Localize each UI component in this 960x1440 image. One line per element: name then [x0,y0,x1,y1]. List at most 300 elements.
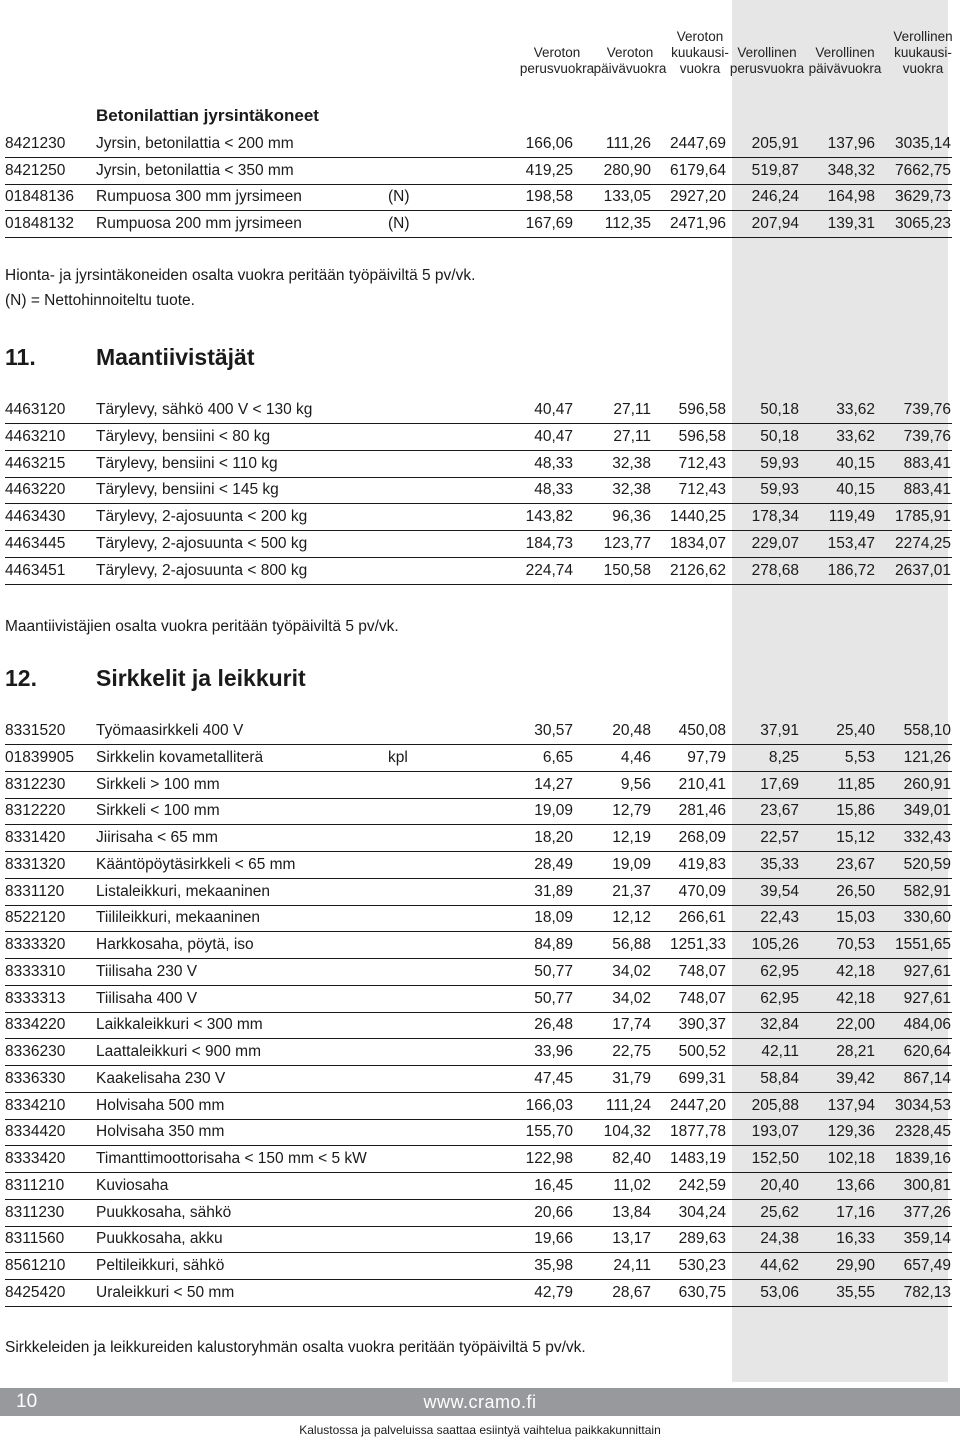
verollinen-perusvuokra: 24,38 [760,1230,799,1248]
product-name: Puukkosaha, akku [96,1230,223,1248]
verollinen-kuukausivuokra: 7662,75 [894,161,951,179]
product-name: Jyrsin, betonilattia < 200 mm [96,135,294,152]
verollinen-paivavuokra: 13,66 [836,1176,875,1194]
veroton-perusvuokra: 26,48 [534,1016,573,1034]
veroton-perusvuokra: 48,33 [534,454,573,472]
product-code: 8334420 [5,1123,66,1141]
verollinen-kuukausivuokra: 620,64 [903,1043,951,1060]
veroton-perusvuokra: 35,98 [534,1257,573,1274]
product-name: Uraleikkuri < 50 mm [96,1283,235,1301]
veroton-paivavuokra: 19,09 [612,855,651,873]
table-row [5,477,952,504]
verollinen-kuukausivuokra: 121,26 [903,748,951,766]
veroton-kuukausivuokra: 2471,96 [669,214,726,232]
table-row [5,451,952,478]
product-code: 8333320 [5,936,66,953]
verollinen-kuukausivuokra: 883,41 [903,454,951,472]
product-name: Rumpuosa 200 mm jyrsimeen [96,214,302,232]
veroton-paivavuokra: 280,90 [603,161,651,179]
product-code: 01848136 [5,188,74,205]
verollinen-paivavuokra: 16,33 [836,1230,875,1248]
product-code: 8334210 [5,1096,66,1114]
section-title-maantiivistajat: Maantiivistäjät [96,344,255,370]
table-row [5,558,952,585]
veroton-paivavuokra: 13,84 [612,1203,651,1221]
verollinen-kuukausivuokra: 1839,16 [894,1150,951,1167]
verollinen-kuukausivuokra: 657,49 [903,1257,951,1274]
table-row [5,1039,952,1066]
product-name: Tiilileikkuri, mekaaninen [96,909,260,927]
veroton-paivavuokra: 34,02 [612,962,651,980]
veroton-kuukausivuokra: 2447,69 [669,135,726,152]
veroton-paivavuokra: 28,67 [612,1283,651,1301]
verollinen-perusvuokra: 53,06 [760,1283,799,1301]
veroton-kuukausivuokra: 281,46 [678,802,726,820]
veroton-perusvuokra: 419,25 [525,161,573,179]
veroton-kuukausivuokra: 268,09 [678,829,726,846]
verollinen-paivavuokra: 25,40 [836,722,875,739]
veroton-perusvuokra: 198,58 [525,188,573,205]
verollinen-paivavuokra: 348,32 [827,161,875,179]
product-name: Rumpuosa 300 mm jyrsimeen [96,188,302,205]
verollinen-paivavuokra: 137,96 [827,135,875,152]
veroton-perusvuokra: 18,09 [534,909,573,927]
table-row [5,1200,952,1227]
product-code: 8421230 [5,135,66,152]
verollinen-kuukausivuokra: 2328,45 [894,1123,951,1141]
header-verollinen-paivavuokra: Verollinen päivävuokra [808,45,882,76]
veroton-kuukausivuokra: 242,59 [678,1176,726,1194]
product-code: 8331520 [5,722,66,739]
veroton-kuukausivuokra: 596,58 [678,401,726,418]
veroton-kuukausivuokra: 2927,20 [669,188,726,205]
section-title-sirkkelit-ja-leikkurit: Sirkkelit ja leikkurit [96,665,306,691]
verollinen-kuukausivuokra: 927,61 [903,989,951,1007]
veroton-perusvuokra: 42,79 [534,1283,573,1301]
veroton-kuukausivuokra: 1440,25 [669,508,726,526]
table-row [5,1012,952,1039]
section-number: 12. [5,665,37,691]
product-code: 8333313 [5,989,66,1007]
veroton-perusvuokra: 166,06 [525,135,573,152]
table-row [5,932,952,959]
veroton-perusvuokra: 6,65 [542,748,573,766]
veroton-kuukausivuokra: 2447,20 [669,1096,726,1114]
verollinen-paivavuokra: 70,53 [836,936,875,953]
veroton-kuukausivuokra: 289,63 [678,1230,726,1248]
verollinen-perusvuokra: 59,93 [760,481,799,499]
verollinen-paivavuokra: 5,53 [844,748,875,766]
veroton-kuukausivuokra: 748,07 [678,962,726,980]
verollinen-kuukausivuokra: 3629,73 [894,188,951,205]
verollinen-perusvuokra: 50,18 [760,427,799,445]
verollinen-paivavuokra: 35,55 [836,1283,875,1301]
veroton-paivavuokra: 34,02 [612,989,651,1007]
verollinen-kuukausivuokra: 3035,14 [894,135,951,152]
table-row [5,424,952,451]
veroton-perusvuokra: 20,66 [534,1203,573,1221]
table-row [5,1093,952,1120]
veroton-perusvuokra: 143,82 [525,508,573,526]
verollinen-kuukausivuokra: 1785,91 [894,508,951,526]
verollinen-perusvuokra: 519,87 [751,161,799,179]
veroton-perusvuokra: 167,69 [525,214,573,232]
product-name: Kuviosaha [96,1176,169,1194]
table-row [5,986,952,1013]
veroton-perusvuokra: 19,66 [534,1230,573,1248]
veroton-perusvuokra: 16,45 [534,1176,573,1194]
verollinen-paivavuokra: 29,90 [836,1257,875,1274]
product-code: 8311210 [5,1176,65,1194]
verollinen-kuukausivuokra: 1551,65 [894,936,951,953]
verollinen-paivavuokra: 153,47 [827,535,875,552]
verollinen-paivavuokra: 42,18 [836,989,875,1007]
verollinen-perusvuokra: 278,68 [751,561,799,579]
veroton-kuukausivuokra: 266,61 [678,909,726,927]
veroton-paivavuokra: 56,88 [612,936,651,953]
veroton-paivavuokra: 12,79 [612,802,651,820]
verollinen-paivavuokra: 39,42 [836,1069,875,1087]
product-code: 01839905 [5,748,74,766]
product-code: 4463220 [5,481,66,499]
veroton-kuukausivuokra: 390,37 [678,1016,726,1034]
product-name: Tärylevy, 2-ajosuunta < 200 kg [96,508,308,526]
section-note: Hionta- ja jyrsintäkoneiden osalta vuokra peritään työpäiviltä 5 pv/vk. [5,267,476,284]
verollinen-perusvuokra: 246,24 [751,188,799,205]
verollinen-kuukausivuokra: 739,76 [903,427,951,445]
product-name: Kaakelisaha 230 V [96,1069,226,1087]
verollinen-paivavuokra: 17,16 [836,1203,875,1221]
veroton-paivavuokra: 12,12 [612,909,651,927]
veroton-perusvuokra: 184,73 [525,535,573,552]
verollinen-paivavuokra: 164,98 [827,188,875,205]
verollinen-kuukausivuokra: 883,41 [903,481,951,499]
verollinen-perusvuokra: 205,91 [751,135,799,152]
veroton-paivavuokra: 82,40 [612,1150,651,1167]
verollinen-kuukausivuokra: 558,10 [903,722,951,739]
veroton-paivavuokra: 31,79 [612,1069,651,1087]
veroton-perusvuokra: 155,70 [525,1123,573,1141]
verollinen-perusvuokra: 22,57 [760,829,799,846]
veroton-perusvuokra: 224,74 [525,561,573,579]
product-code: 8421250 [5,161,66,179]
verollinen-kuukausivuokra: 582,91 [903,882,951,900]
verollinen-kuukausivuokra: 867,14 [903,1069,951,1087]
product-code: 8331420 [5,829,66,846]
veroton-perusvuokra: 84,89 [534,936,573,953]
veroton-kuukausivuokra: 6179,64 [669,161,726,179]
veroton-kuukausivuokra: 470,09 [678,882,726,900]
table-row [5,745,952,772]
product-name: Peltileikkuri, sähkö [96,1257,225,1274]
verollinen-perusvuokra: 59,93 [760,454,799,472]
veroton-kuukausivuokra: 712,43 [678,454,726,472]
verollinen-paivavuokra: 15,12 [836,829,875,846]
verollinen-kuukausivuokra: 330,60 [903,909,951,927]
table-row [5,718,952,745]
table-row [5,772,952,799]
verollinen-paivavuokra: 129,36 [827,1123,875,1141]
verollinen-kuukausivuokra: 2637,01 [894,561,951,579]
verollinen-perusvuokra: 17,69 [760,775,799,793]
veroton-kuukausivuokra: 1483,19 [669,1150,726,1167]
veroton-paivavuokra: 22,75 [612,1043,651,1060]
veroton-kuukausivuokra: 97,79 [687,748,726,766]
veroton-perusvuokra: 40,47 [534,401,573,418]
verollinen-perusvuokra: 25,62 [760,1203,799,1221]
table-row [5,531,952,558]
verollinen-perusvuokra: 42,11 [761,1043,799,1060]
product-name: Timanttimoottorisaha < 150 mm < 5 kW [96,1150,367,1167]
veroton-kuukausivuokra: 699,31 [678,1069,726,1087]
product-name: Sirkkeli < 100 mm [96,802,220,820]
product-code: 4463451 [5,561,66,579]
product-mark: kpl [388,748,408,766]
product-name: Laattaleikkuri < 900 mm [96,1043,261,1060]
verollinen-paivavuokra: 11,85 [837,775,875,793]
table-row [5,1280,952,1307]
product-name: Sirkkeli > 100 mm [96,775,220,793]
verollinen-kuukausivuokra: 484,06 [903,1016,951,1034]
verollinen-paivavuokra: 26,50 [836,882,875,900]
header-veroton-paivavuokra: Veroton päivävuokra [593,45,667,76]
veroton-paivavuokra: 112,35 [604,214,651,232]
table-row [5,959,952,986]
product-mark: (N) [388,188,410,205]
table-row [5,397,952,424]
product-code: 8336330 [5,1069,66,1087]
veroton-paivavuokra: 9,56 [620,775,651,793]
table-row [5,1253,952,1280]
table-row [5,158,952,185]
product-name: Tärylevy, bensiini < 145 kg [96,481,279,499]
section-note: Maantiivistäjien osalta vuokra peritään työpäiviltä 5 pv/vk. [5,618,399,635]
veroton-kuukausivuokra: 419,83 [678,855,726,873]
verollinen-perusvuokra: 22,43 [760,909,799,927]
verollinen-perusvuokra: 37,91 [760,722,799,739]
section-note: (N) = Nettohinnoiteltu tuote. [5,292,195,309]
verollinen-perusvuokra: 178,34 [751,508,799,526]
product-code: 8333310 [5,962,66,980]
veroton-perusvuokra: 50,77 [534,962,573,980]
product-mark: (N) [388,214,410,232]
verollinen-paivavuokra: 137,94 [827,1096,875,1114]
product-name: Tärylevy, bensiini < 80 kg [96,427,271,445]
header-veroton-perusvuokra: Veroton perusvuokra [519,45,595,76]
veroton-perusvuokra: 47,45 [534,1069,573,1087]
product-name: Listaleikkuri, mekaaninen [96,882,271,900]
product-name: Jyrsin, betonilattia < 350 mm [96,161,294,179]
table-row [5,1226,952,1253]
verollinen-kuukausivuokra: 377,26 [903,1203,951,1221]
table-row [5,798,952,825]
veroton-kuukausivuokra: 500,52 [678,1043,726,1060]
product-name: Jiirisaha < 65 mm [96,829,218,846]
verollinen-kuukausivuokra: 300,81 [903,1176,951,1194]
product-code: 8334220 [5,1016,66,1034]
product-code: 8331320 [5,855,66,873]
verollinen-paivavuokra: 22,00 [836,1016,875,1034]
product-code: 4463215 [5,454,66,472]
veroton-kuukausivuokra: 748,07 [678,989,726,1007]
footer-disclaimer: Kalustossa ja palveluissa saattaa esiintyä vaihtelua paikkakunnittain [299,1423,661,1437]
veroton-perusvuokra: 30,57 [534,722,573,739]
product-name: Tiilisaha 400 V [96,989,198,1007]
verollinen-perusvuokra: 44,62 [760,1257,799,1274]
product-name: Puukkosaha, sähkö [96,1203,232,1221]
verollinen-perusvuokra: 62,95 [760,962,799,980]
veroton-perusvuokra: 19,09 [534,802,573,820]
product-name: Kääntöpöytäsirkkeli < 65 mm [96,855,296,873]
product-code: 8522120 [5,909,66,927]
product-code: 8312220 [5,802,66,820]
table-row [5,852,952,879]
product-code: 8561210 [5,1257,66,1274]
verollinen-kuukausivuokra: 260,91 [903,775,951,793]
table-row [5,211,952,238]
veroton-paivavuokra: 20,48 [612,722,651,739]
veroton-paivavuokra: 13,17 [612,1230,651,1248]
product-name: Tärylevy, sähkö 400 V < 130 kg [96,401,313,418]
verollinen-paivavuokra: 28,21 [836,1043,875,1060]
product-name: Tärylevy, 2-ajosuunta < 800 kg [96,561,308,579]
verollinen-paivavuokra: 15,03 [836,909,875,927]
product-name: Tiilisaha 230 V [96,962,198,980]
product-code: 8336230 [5,1043,66,1060]
verollinen-paivavuokra: 15,86 [836,802,875,820]
veroton-paivavuokra: 27,11 [613,427,651,445]
verollinen-kuukausivuokra: 332,43 [903,829,951,846]
veroton-perusvuokra: 50,77 [534,989,573,1007]
veroton-paivavuokra: 4,46 [620,748,651,766]
verollinen-paivavuokra: 42,18 [836,962,875,980]
table-row [5,1119,952,1146]
veroton-perusvuokra: 48,33 [534,481,573,499]
verollinen-paivavuokra: 33,62 [836,427,875,445]
veroton-kuukausivuokra: 450,08 [678,722,726,739]
veroton-paivavuokra: 111,24 [605,1096,651,1114]
veroton-paivavuokra: 17,74 [612,1016,651,1034]
product-code: 8312230 [5,775,66,793]
product-name: Holvisaha 350 mm [96,1123,225,1141]
product-code: 8331120 [5,882,65,900]
veroton-kuukausivuokra: 304,24 [678,1203,726,1221]
table-row [5,1066,952,1093]
table-row [5,825,952,852]
verollinen-kuukausivuokra: 3034,53 [894,1096,951,1114]
verollinen-perusvuokra: 62,95 [760,989,799,1007]
verollinen-paivavuokra: 119,49 [828,508,875,526]
table-row [5,131,952,158]
product-name: Työmaasirkkeli 400 V [96,722,244,739]
header-verollinen-kuukausivuokra: Verollinen kuukausi- vuokra [893,29,953,76]
veroton-kuukausivuokra: 712,43 [678,481,726,499]
product-name: Harkkosaha, pöytä, iso [96,936,254,953]
header-verollinen-perusvuokra: Verollinen perusvuokra [729,45,805,76]
product-code: 4463120 [5,401,66,418]
verollinen-perusvuokra: 50,18 [760,401,799,418]
verollinen-paivavuokra: 102,18 [827,1150,875,1167]
verollinen-perusvuokra: 39,54 [760,882,799,900]
product-code: 8311230 [5,1203,65,1221]
table-row [5,504,952,531]
veroton-kuukausivuokra: 596,58 [678,427,726,445]
product-name: Tärylevy, 2-ajosuunta < 500 kg [96,535,308,552]
section-note: Sirkkeleiden ja leikkureiden kalustoryhmän osalta vuokra peritään työpäiviltä 5 pv/vk. [5,1339,586,1356]
product-code: 01848132 [5,214,74,232]
veroton-paivavuokra: 32,38 [612,454,651,472]
verollinen-paivavuokra: 186,72 [827,561,875,579]
veroton-kuukausivuokra: 1251,33 [669,936,726,953]
veroton-paivavuokra: 27,11 [613,401,651,418]
verollinen-paivavuokra: 139,31 [827,214,875,232]
verollinen-kuukausivuokra: 520,59 [903,855,951,873]
verollinen-perusvuokra: 229,07 [751,535,799,552]
verollinen-perusvuokra: 8,25 [768,748,799,766]
veroton-perusvuokra: 40,47 [534,427,573,445]
product-code: 4463210 [5,427,66,445]
product-name: Laikkaleikkuri < 300 mm [96,1016,263,1034]
verollinen-perusvuokra: 20,40 [760,1176,799,1194]
product-name: Sirkkelin kovametalliterä [96,748,264,766]
verollinen-perusvuokra: 193,07 [751,1123,799,1141]
verollinen-kuukausivuokra: 739,76 [903,401,951,418]
section-title-betonilattian-jyrsintakoneet: Betonilattian jyrsintäkoneet [96,106,319,125]
veroton-paivavuokra: 150,58 [603,561,651,579]
product-code: 8333420 [5,1150,66,1167]
veroton-kuukausivuokra: 1834,07 [669,535,726,552]
veroton-perusvuokra: 31,89 [534,882,573,900]
verollinen-perusvuokra: 23,67 [760,802,799,820]
verollinen-kuukausivuokra: 782,13 [903,1283,951,1301]
page-number: 10 [16,1391,38,1412]
product-code: 8311560 [5,1230,65,1248]
veroton-perusvuokra: 14,27 [534,775,573,793]
veroton-paivavuokra: 21,37 [612,882,651,900]
verollinen-paivavuokra: 23,67 [836,855,875,873]
table-row [5,879,952,906]
verollinen-perusvuokra: 152,50 [751,1150,799,1167]
verollinen-perusvuokra: 205,88 [751,1096,799,1114]
veroton-paivavuokra: 96,36 [612,508,651,526]
verollinen-paivavuokra: 40,15 [836,454,875,472]
header-veroton-kuukausivuokra: Veroton kuukausi- vuokra [671,29,729,76]
veroton-kuukausivuokra: 210,41 [678,775,726,793]
veroton-kuukausivuokra: 2126,62 [669,561,726,579]
product-name: Holvisaha 500 mm [96,1096,225,1114]
section-number: 11. [5,344,36,370]
veroton-perusvuokra: 166,03 [525,1096,573,1114]
veroton-kuukausivuokra: 630,75 [678,1283,726,1301]
veroton-paivavuokra: 24,11 [613,1257,651,1274]
verollinen-perusvuokra: 58,84 [760,1069,799,1087]
footer-url-link[interactable]: www.cramo.fi [423,1392,537,1412]
veroton-kuukausivuokra: 1877,78 [669,1123,726,1141]
verollinen-perusvuokra: 207,94 [751,214,799,232]
verollinen-kuukausivuokra: 359,14 [903,1230,951,1248]
verollinen-kuukausivuokra: 2274,25 [894,535,951,552]
table-row [5,1146,952,1173]
verollinen-perusvuokra: 35,33 [760,855,799,873]
product-code: 4463430 [5,508,66,526]
veroton-kuukausivuokra: 530,23 [678,1257,726,1274]
veroton-paivavuokra: 104,32 [603,1123,651,1141]
verollinen-kuukausivuokra: 3065,23 [894,214,951,232]
veroton-paivavuokra: 123,77 [603,535,651,552]
table-row [5,905,952,932]
product-name: Tärylevy, bensiini < 110 kg [96,454,278,472]
veroton-perusvuokra: 18,20 [534,829,573,846]
